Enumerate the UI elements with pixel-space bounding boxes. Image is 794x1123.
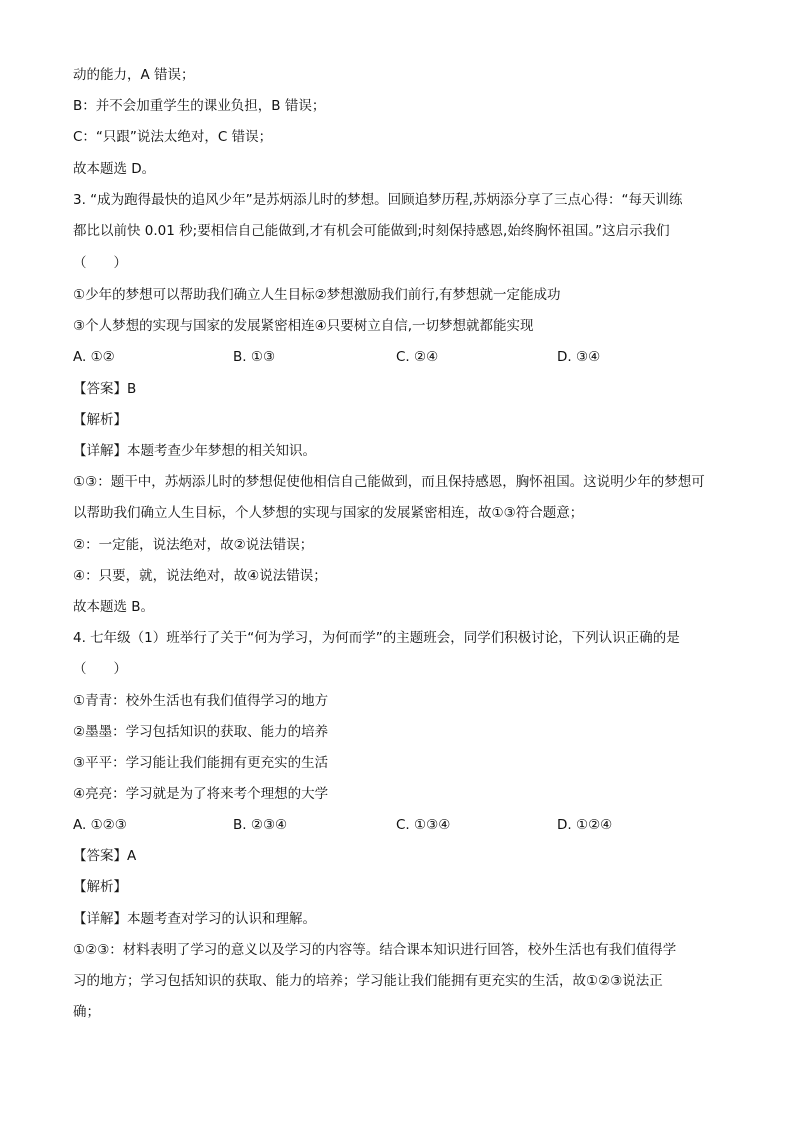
- explanation-line: 【详解】本题考查少年梦想的相关知识。: [73, 443, 316, 459]
- text-line: 故本题选 B。: [73, 599, 155, 615]
- option-c: C. ②④: [396, 349, 439, 365]
- statement-line: ③平平：学习能让我们能拥有更充实的生活: [73, 755, 329, 771]
- statement-line: ④亮亮：学习就是为了将来考个理想的大学: [73, 786, 329, 802]
- explanation-line: ①②③：材料表明了学习的意义以及学习的内容等。结合课本知识进行回答，校外生活也有我们值得学: [73, 942, 677, 958]
- explanation-line: ④：只要，就，说法绝对，故④说法错误；: [73, 568, 327, 584]
- question-3-stem: 都比以前快 0.01 秒;要相信自己能做到,才有机会可能做到;时刻保持感恩,始终胸怀祖国。”这启示我们: [73, 223, 670, 239]
- explanation-line: ①③：题干中，苏炳添儿时的梦想促使他相信自己能做到，而且保持感恩，胸怀祖国。这说明少年的梦想可: [73, 474, 705, 490]
- option-b: B. ①③: [233, 349, 276, 365]
- answer-label: 【答案】A: [73, 848, 137, 864]
- explanation-line: 【详解】本题考查对学习的认识和理解。: [73, 911, 316, 927]
- option-c: C. ①③④: [396, 817, 451, 833]
- text-line: 故本题选 D。: [73, 161, 156, 177]
- explanation-line: 以帮助我们确立人生目标，个人梦想的实现与国家的发展紧密相连，故①③符合题意；: [73, 505, 584, 521]
- statement-line: ③个人梦想的实现与国家的发展紧密相连④只要树立自信,一切梦想就都能实现: [73, 318, 534, 334]
- analysis-label: 【解析】: [73, 412, 127, 428]
- explanation-line: 习的地方；学习包括知识的获取、能力的培养；学习能让我们能拥有更充实的生活，故①②③说法正: [73, 973, 663, 989]
- explanation-line: 确；: [73, 1004, 100, 1020]
- option-b: B. ②③④: [233, 817, 288, 833]
- statement-line: ②墨墨：学习包括知识的获取、能力的培养: [73, 724, 329, 740]
- option-a: A. ①②③: [73, 817, 127, 833]
- statement-line: ①少年的梦想可以帮助我们确立人生目标②梦想激励我们前行,有梦想就一定能成功: [73, 287, 561, 303]
- answer-blank: （ ）: [73, 255, 127, 271]
- answer-blank: （ ）: [73, 661, 127, 677]
- option-a: A. ①②: [73, 349, 115, 365]
- option-d: D. ③④: [557, 349, 601, 365]
- text-line: C：“只跟”说法太绝对，C 错误；: [73, 129, 273, 145]
- question-3-stem: 3. “成为跑得最快的追风少年”是苏炳添儿时的梦想。回顾追梦历程,苏炳添分享了三点心得：“每天训练: [73, 192, 683, 208]
- question-4-stem: 4. 七年级（1）班举行了关于“何为学习，为何而学”的主题班会，同学们积极讨论，下列认识正确的是: [73, 630, 680, 646]
- answer-label: 【答案】B: [73, 381, 137, 397]
- text-line: 动的能力，A 错误；: [73, 67, 195, 83]
- explanation-line: ②：一定能，说法绝对，故②说法错误；: [73, 537, 314, 553]
- text-line: B：并不会加重学生的课业负担，B 错误；: [73, 98, 326, 114]
- option-d: D. ①②④: [557, 817, 613, 833]
- analysis-label: 【解析】: [73, 879, 127, 895]
- statement-line: ①青青：校外生活也有我们值得学习的地方: [73, 693, 329, 709]
